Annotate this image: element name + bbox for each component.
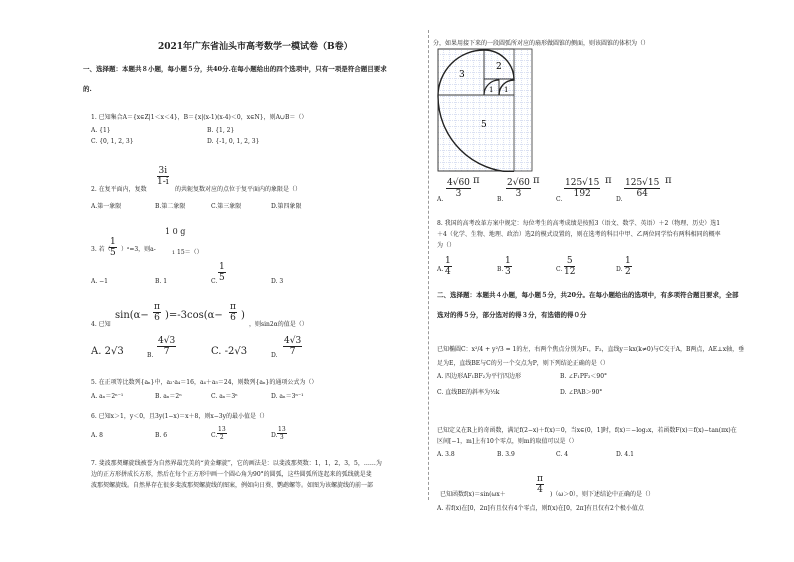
fibonacci-spiral-figure (437, 48, 533, 172)
q4-d-num: 4√3 (284, 336, 302, 346)
q4-option-d-fraction (283, 336, 302, 357)
q10-option-c: C. 4 (556, 451, 569, 458)
q7-b-den: 3 (515, 189, 522, 199)
q7-line3: 波那契螺旋线。自然界存在很多斐波那契螺旋线的图案，例如向日葵、鹦鹉螺等。如图为该螺旋线的前一部 (91, 482, 374, 489)
q7-a-den: 3 (455, 189, 462, 199)
q8-b-num: 1 (505, 256, 511, 266)
section1-heading: 一、选择题：本题共８小题，每小题５分，共40分.在每小题给出的四个选项中，只有一项是符合题目要求 (83, 65, 387, 73)
q7-a-num: 4√60 (447, 178, 470, 188)
q7-d-pi: π (665, 175, 672, 186)
q1-option-b: B. {1, 2} (207, 127, 235, 134)
q3-stem-post: 15＝（） (177, 249, 203, 256)
q10-option-b: B. 3.9 (497, 451, 515, 458)
q9-line2: 足为E，直线BE与C的另一个交点为P，则下列结论正确的是（） (437, 360, 609, 367)
q8-line1: 8. 我国的高考改革方案中规定：每位考生的高考成绩是按照3（语文、数学、英语）＋2（物理、历史）选1 (437, 220, 721, 227)
q3-log-label: 1 0 g (165, 227, 186, 236)
q2-stem-pre: 2. 在复平面内，复数 (91, 186, 147, 193)
q11-option-a: A. 若f(x)在[0，2π]有且仅有4个零点，则f(x)在[0，2π]有且仅有2个极小值点 (437, 505, 644, 512)
q5-option-a: A. aₙ＝2ⁿ⁻¹ (91, 393, 124, 400)
q7-option-d-label: D. (616, 196, 623, 203)
section2-heading: 二、选择题：本题共４小题，每小题５分，共20分。在每小题给出的选项中，有多项符合题目要求，全部 (437, 291, 739, 299)
q4-option-b-label: B. (147, 352, 154, 359)
q8-option-d-label: D. (616, 266, 623, 273)
q7-option-a-fraction (446, 178, 471, 199)
q10-line2: 区间[−1，m]上有10个零点，则m的取值可以是（） (437, 438, 578, 445)
q7-continuation: 分，如果用接下来的一段圆弧所对应的扇形做圆锥的侧面，则该圆锥的体积为（） (433, 40, 650, 47)
q8-d-den: 2 (625, 267, 631, 277)
q4-option-a: A. 2√3 (91, 346, 124, 357)
q3-fraction (109, 237, 117, 258)
q8-option-a-fraction (444, 256, 452, 277)
q1-stem: 1. 已知集合A＝{x∈Z|1＜x＜4}，B＝{x|(x-1)(x-4)＜0，x∈N}，则A∪B＝（） (91, 114, 308, 121)
q6-option-a: A. 8 (91, 432, 103, 439)
column-divider (428, 30, 429, 500)
q3-option-d: D. 3 (271, 278, 284, 285)
q11-pi: π (537, 474, 543, 484)
q8-line2: ＋4（化学、生物、地理、政治）选2的模式设置的，则在选考的科目中甲、乙两位同学恰有两科相同的概率 (437, 231, 721, 238)
q4-pi-1: π (154, 302, 160, 312)
q7-c-pi: π (605, 175, 612, 186)
q4-frac2 (229, 302, 237, 323)
q7-a-pi: π (473, 175, 480, 186)
q4-option-d-label: D. (271, 352, 278, 359)
q4-six-1: 6 (154, 313, 160, 323)
figure-grid (438, 49, 532, 171)
q5-option-c: C. aₙ＝3ⁿ (211, 393, 238, 400)
q9-option-b: B. ∠F₁PF₂＜90° (560, 373, 608, 380)
q4-d-den: 7 (289, 347, 296, 357)
q7-c-num: 125√15 (565, 178, 600, 188)
page-title: 2021年广东省汕头市高考数学一模试卷（B卷） (158, 42, 353, 52)
q3-c-num: 1 (219, 262, 225, 272)
q10-option-d: D. 4.1 (616, 451, 634, 458)
q3-option-c-fraction (218, 262, 226, 283)
q7-option-c-label: C. (556, 196, 563, 203)
q5-stem: 5. 在正项等比数列{aₙ}中，a₂·a₄＝16，a₄＋a₅＝24，则数列{aₙ}的通项公式为（） (91, 379, 318, 386)
q3-c-den: 5 (219, 273, 225, 283)
q8-option-d-fraction (624, 256, 632, 277)
q7-option-d-fraction (624, 178, 660, 199)
q6-c-den: 2 (219, 434, 224, 441)
q8-a-num: 1 (445, 256, 451, 266)
q8-option-b-fraction (504, 256, 512, 277)
q9-option-a: A. 四边形AF₁BF₂为平行四边形 (437, 373, 522, 380)
q1-option-a: A. {1} (91, 127, 111, 134)
q8-option-c-label: C. (556, 266, 563, 273)
q7-option-a-label: A. (437, 196, 444, 203)
q6-option-c-label: C. (211, 432, 218, 439)
q5-option-d: D. aₙ＝3ⁿ⁻¹ (271, 393, 304, 400)
q7-c-den: 192 (573, 189, 591, 199)
q7-line2: 边的正方形拼成长方形，然后在每个正方形中画一个圆心角为90°的圆弧，这些圆弧所连起来的弧线就是斐 (91, 471, 372, 478)
q4-b-num: 4√3 (158, 336, 176, 346)
q3-stem-mid: ）ᵃ=3，则a- (121, 246, 156, 253)
q5-option-b: B. aₙ＝2ⁿ (155, 393, 182, 400)
q4-expr-c: ) (241, 310, 245, 321)
q8-option-a-label: A. (437, 266, 444, 273)
q4-b-den: 7 (163, 347, 170, 357)
q3-option-a: A. −1 (91, 278, 108, 285)
q11-stem-pre: 已知函数f(x)＝sin(ωx＋ (440, 491, 506, 498)
q4-frac1 (153, 302, 161, 323)
section1-heading-cont: 的. (83, 85, 92, 93)
q2-fraction (157, 166, 169, 187)
q1-option-d: D. {-1, 0, 1, 2, 3} (207, 138, 260, 145)
q7-d-num: 125√15 (625, 178, 660, 188)
q2-frac-num: 3i (158, 166, 168, 176)
q4-option-b-fraction (157, 336, 176, 357)
q3-option-b: B. 1 (155, 278, 168, 285)
q10-line1: 已知定义在R上的奇函数，满足f(2−x)＋f(x)＝0，当x∈(0，1]时，f(x)＝−log₂x，若函数F(x)＝f(x)−tan(πx)在 (437, 427, 737, 434)
q7-option-c-fraction (564, 178, 600, 199)
q3-sub: 1 (172, 250, 176, 256)
left-column (83, 0, 423, 562)
q11-stem-post: )（ω＞0），则下述结论中正确的是（） (550, 491, 655, 498)
q3-frac-den: 5 (110, 248, 116, 258)
q8-b-den: 3 (505, 267, 511, 277)
q3-stem-pre: 3. 若（ (91, 246, 111, 253)
q8-d-num: 1 (625, 256, 631, 266)
q4-pi-2: π (230, 302, 236, 312)
q6-d-num: 13 (278, 426, 286, 433)
q7-d-den: 64 (636, 189, 648, 199)
q8-option-b-label: B. (497, 266, 504, 273)
q8-line3: 为（） (437, 242, 456, 249)
q3-option-c-label: C. (211, 278, 218, 285)
q11-four: 4 (537, 485, 543, 495)
q7-option-b-label: B. (497, 196, 504, 203)
q7-option-b-fraction (506, 178, 531, 199)
q4-stem-pre: 4. 已知 (91, 321, 111, 328)
q4-six-2: 6 (230, 313, 236, 323)
q9-option-d: D. ∠PAB＞90° (560, 389, 603, 396)
q2-option-a: A.第一象限 (91, 203, 122, 210)
q6-option-c-fraction (217, 426, 227, 441)
label-2: 2 (496, 62, 502, 72)
q6-d-den: 3 (279, 434, 284, 441)
q8-a-den: 4 (445, 267, 451, 277)
q4-expr-b: )=-3cos(α− (165, 310, 223, 321)
q6-option-d-fraction (277, 426, 287, 441)
q4-stem-post: ，则sin2α的值是（） (249, 321, 308, 328)
q3-frac-num: 1 (110, 237, 116, 247)
section2-heading-cont: 选对的得５分，部分选对的得３分，有选错的得０分 (437, 311, 587, 319)
q9-line1: 已知椭圆C：x²/4 + y²/3 = 1的左，右两个焦点分别为F₁，F₂，直线y＝kx(k≠0)与C交于A，B两点，AE⊥x轴，垂 (437, 346, 745, 353)
q8-c-den: 12 (564, 267, 576, 277)
q2-frac-den: 1-i (157, 177, 169, 187)
q8-c-num: 5 (564, 256, 575, 267)
q1-option-c: C. {0, 1, 2, 3} (91, 138, 134, 145)
q2-option-c: C.第三象限 (211, 203, 242, 210)
label-3: 3 (459, 70, 465, 80)
q9-option-c: C. 直线BE的斜率为½k (437, 389, 500, 396)
label-5: 5 (481, 120, 487, 130)
q7-b-pi: π (533, 175, 540, 186)
q2-option-b: B.第二象限 (155, 203, 186, 210)
q6-option-d-label: D. (271, 432, 278, 439)
q6-stem: 6. 已知x＞1，y＜0，且3y(1−x)＝x＋8，则x−3y的最小值是（） (91, 413, 268, 420)
q11-fraction (536, 474, 544, 495)
q7-line1: 7. 斐波那契螺旋线被誉为自然界最完美的“黄金螺旋”，它的画法是：以斐波那契数：1，1，2，3，5，……为 (91, 460, 382, 467)
label-1a: 1 (489, 86, 494, 94)
q6-option-b: B. 6 (155, 432, 168, 439)
q4-expr-a: sin(α− (115, 310, 149, 321)
q2-option-d: D.第四象限 (271, 203, 302, 210)
q4-option-c: C. -2√3 (211, 346, 248, 357)
label-1b: 1 (504, 86, 509, 94)
q8-option-c-fraction (564, 256, 575, 277)
q2-stem-post: 的共轭复数对应的点位于复平面内的象限是（） (175, 186, 302, 193)
q10-option-a: A. 3.8 (437, 451, 455, 458)
q6-c-num: 13 (218, 426, 226, 433)
q7-b-num: 2√60 (507, 178, 530, 188)
